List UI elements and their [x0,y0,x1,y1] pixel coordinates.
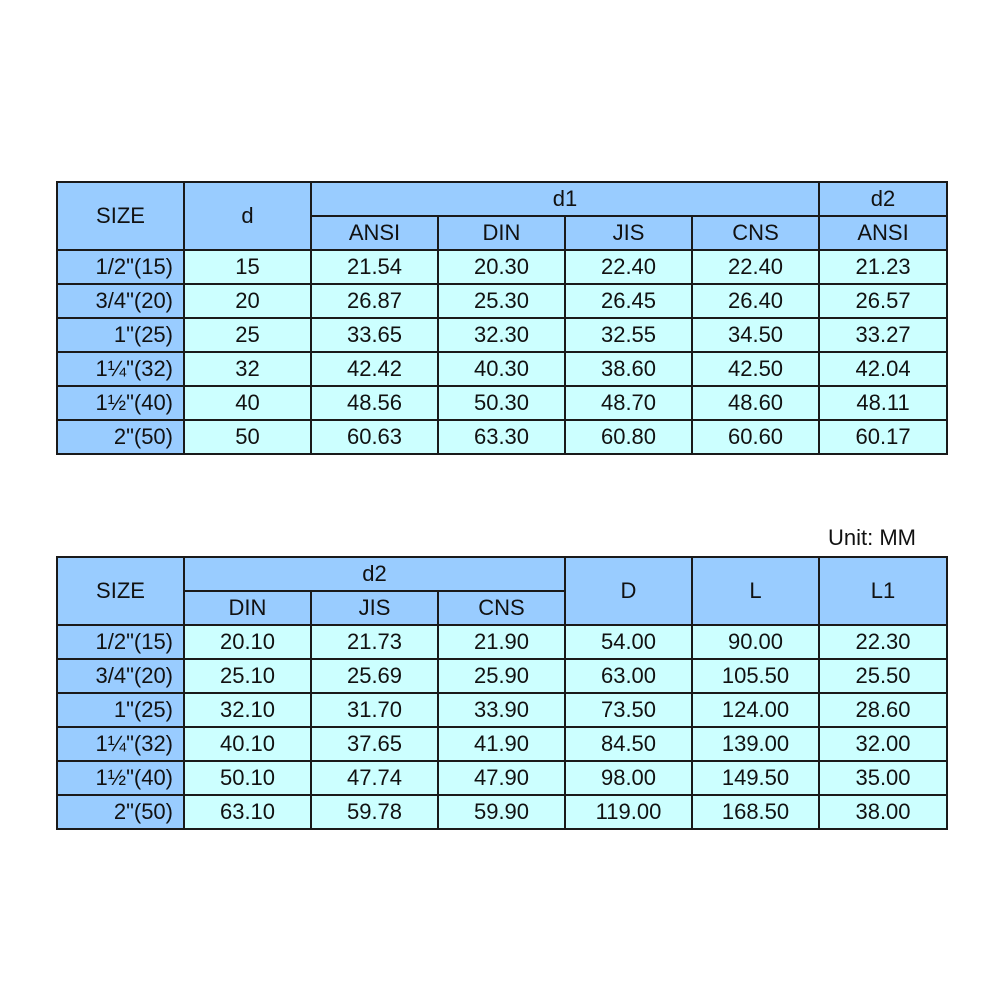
value-cell: 38.60 [565,352,692,386]
value-cell: 32.00 [819,727,947,761]
size-cell: 1"(25) [57,693,184,727]
value-cell: 25.69 [311,659,438,693]
L1-header: L1 [819,557,947,625]
value-cell: 60.63 [311,420,438,454]
value-cell: 60.17 [819,420,947,454]
value-cell: 33.27 [819,318,947,352]
value-cell: 32.55 [565,318,692,352]
value-cell: 42.04 [819,352,947,386]
value-cell: 21.54 [311,250,438,284]
value-cell: 63.30 [438,420,565,454]
value-cell: 21.90 [438,625,565,659]
value-cell: 60.80 [565,420,692,454]
size-cell: 3/4"(20) [57,659,184,693]
d1-din-header: DIN [438,216,565,250]
value-cell: 59.78 [311,795,438,829]
value-cell: 37.65 [311,727,438,761]
dimensions-table-1 [56,181,948,455]
table-row [57,318,947,352]
size-cell: 2"(50) [57,420,184,454]
value-cell: 73.50 [565,693,692,727]
value-cell: 32 [184,352,311,386]
value-cell: 50.30 [438,386,565,420]
value-cell: 42.50 [692,352,819,386]
value-cell: 63.00 [565,659,692,693]
value-cell: 48.70 [565,386,692,420]
table1-body [57,250,947,454]
value-cell: 25.10 [184,659,311,693]
value-cell: 20.30 [438,250,565,284]
value-cell: 63.10 [184,795,311,829]
value-cell: 90.00 [692,625,819,659]
value-cell: 25.50 [819,659,947,693]
table2-body [57,625,947,829]
table-row [57,761,947,795]
table-row [57,420,947,454]
value-cell: 168.50 [692,795,819,829]
value-cell: 48.60 [692,386,819,420]
value-cell: 47.90 [438,761,565,795]
d2-din-header: DIN [184,591,311,625]
value-cell: 34.50 [692,318,819,352]
value-cell: 139.00 [692,727,819,761]
size-cell: 1/2"(15) [57,250,184,284]
value-cell: 98.00 [565,761,692,795]
value-cell: 26.45 [565,284,692,318]
value-cell: 42.42 [311,352,438,386]
L-header: L [692,557,819,625]
value-cell: 54.00 [565,625,692,659]
table-row [57,625,947,659]
value-cell: 119.00 [565,795,692,829]
value-cell: 22.40 [692,250,819,284]
d1-jis-header: JIS [565,216,692,250]
value-cell: 105.50 [692,659,819,693]
value-cell: 33.65 [311,318,438,352]
d2-header: d2 [184,557,565,591]
table-row [57,386,947,420]
d1-ansi-header: ANSI [311,216,438,250]
d2-header: d2 [819,182,947,216]
value-cell: 21.23 [819,250,947,284]
size-cell: 1½"(40) [57,761,184,795]
value-cell: 21.73 [311,625,438,659]
d1-cns-header: CNS [692,216,819,250]
value-cell: 32.10 [184,693,311,727]
value-cell: 25 [184,318,311,352]
value-cell: 31.70 [311,693,438,727]
value-cell: 22.30 [819,625,947,659]
value-cell: 35.00 [819,761,947,795]
value-cell: 38.00 [819,795,947,829]
value-cell: 59.90 [438,795,565,829]
size-cell: 2"(50) [57,795,184,829]
size-cell: 1¼"(32) [57,352,184,386]
value-cell: 50 [184,420,311,454]
D-header: D [565,557,692,625]
d2-jis-header: JIS [311,591,438,625]
d1-header: d1 [311,182,819,216]
size-header: SIZE [57,182,184,250]
value-cell: 15 [184,250,311,284]
table-row [57,727,947,761]
table-row [57,659,947,693]
table-row [57,352,947,386]
size-cell: 1½"(40) [57,386,184,420]
dimensions-table-2 [56,556,948,830]
value-cell: 33.90 [438,693,565,727]
table-row [57,693,947,727]
table-row [57,250,947,284]
value-cell: 41.90 [438,727,565,761]
value-cell: 25.90 [438,659,565,693]
value-cell: 149.50 [692,761,819,795]
value-cell: 28.60 [819,693,947,727]
unit-label: Unit: MM [828,525,916,550]
value-cell: 48.56 [311,386,438,420]
value-cell: 40 [184,386,311,420]
value-cell: 84.50 [565,727,692,761]
value-cell: 25.30 [438,284,565,318]
size-cell: 1¼"(32) [57,727,184,761]
value-cell: 47.74 [311,761,438,795]
value-cell: 40.30 [438,352,565,386]
d2-ansi-header: ANSI [819,216,947,250]
size-cell: 1"(25) [57,318,184,352]
d-header: d [184,182,311,250]
value-cell: 26.57 [819,284,947,318]
value-cell: 20.10 [184,625,311,659]
value-cell: 20 [184,284,311,318]
table-row [57,795,947,829]
value-cell: 60.60 [692,420,819,454]
value-cell: 40.10 [184,727,311,761]
value-cell: 48.11 [819,386,947,420]
value-cell: 26.87 [311,284,438,318]
size-header: SIZE [57,557,184,625]
value-cell: 124.00 [692,693,819,727]
value-cell: 50.10 [184,761,311,795]
value-cell: 22.40 [565,250,692,284]
value-cell: 32.30 [438,318,565,352]
value-cell: 26.40 [692,284,819,318]
size-cell: 1/2"(15) [57,625,184,659]
size-cell: 3/4"(20) [57,284,184,318]
d2-cns-header: CNS [438,591,565,625]
table-row [57,284,947,318]
